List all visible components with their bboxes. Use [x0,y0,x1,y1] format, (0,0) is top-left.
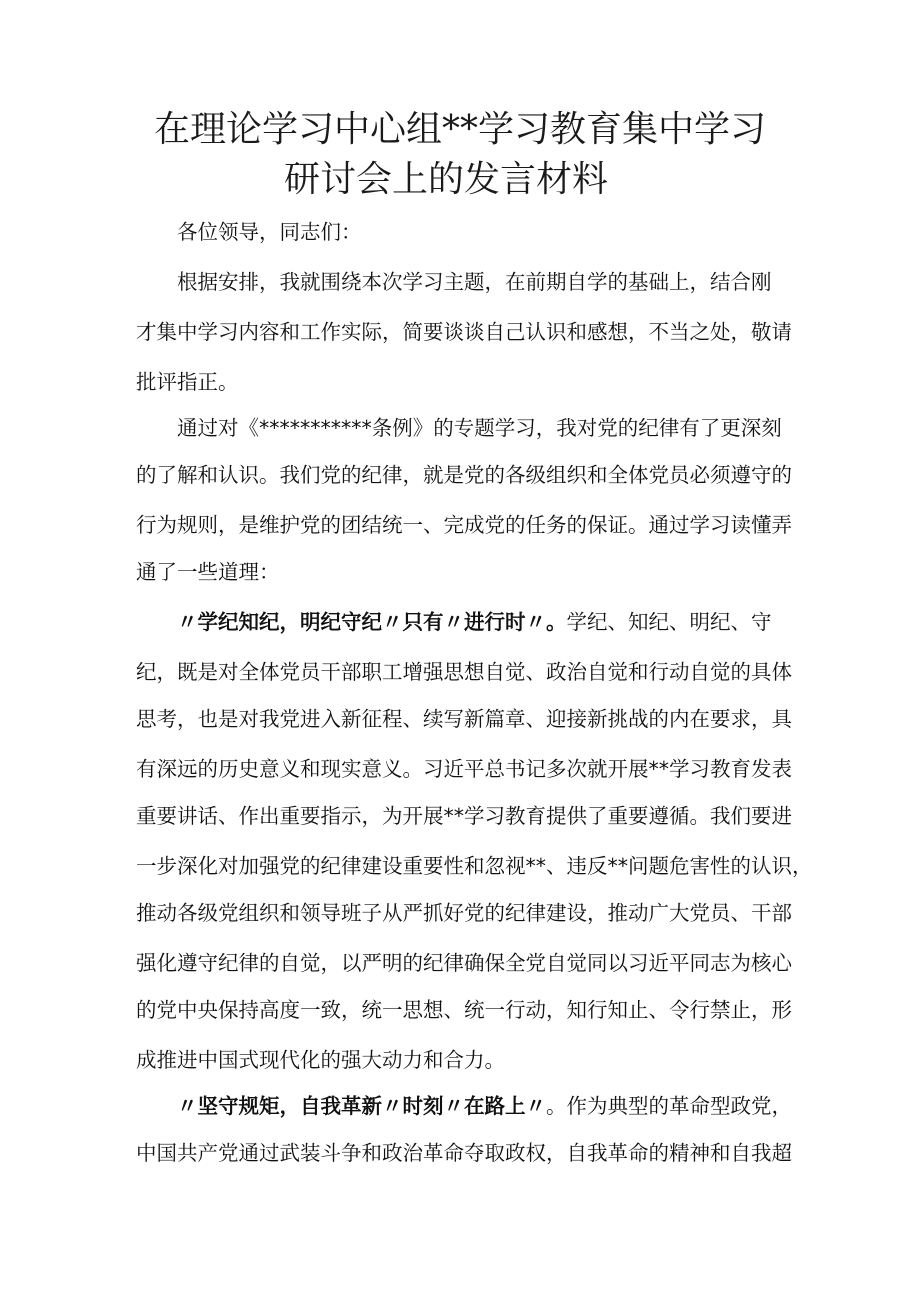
paragraph-line: 一步深化对加强党的纪律建设重要性和忽视**、违反**问题危害性的认识， [136,854,813,878]
paragraph-line: 纪，既是对全体党员干部职工增强思想自觉、政治自觉和行动自觉的具体 [136,660,792,684]
paragraph-line: 的了解和认识。我们党的纪律，就是党的各级组织和全体党员必须遵守的 [136,463,792,487]
document-title-line-1: 在理论学习中心组**学习教育集中学习 [153,109,766,150]
paragraph-line: 中国共产党通过武装斗争和政治革命夺取政权，自我革命的精神和自我超 [136,1141,792,1165]
paragraph-line: 通了一些道理： [136,560,280,584]
paragraph-line: 才集中学习内容和工作实际，简要谈谈自己认识和感想，不当之处，敬请 [136,320,792,344]
paragraph-line: 根据安排，我就围绕本次学习主题，在前期自学的基础上，结合刚 [177,270,772,294]
paragraph-text: 。作为典型的革命型政党， [546,1094,792,1118]
paragraph-line: 思考，也是对我党进入新征程、续写新篇章、迎接新挑战的内在要求，具 [136,707,792,731]
paragraph-line: 强化遵守纪律的自觉，以严明的纪律确保全党自觉同以习近平同志为核心 [136,951,792,975]
paragraph-text: 学纪、知纪、明纪、守 [566,610,772,634]
paragraph-line: 批评指正。 [136,370,239,394]
paragraph-line: 重要讲话、作出重要指示，为开展**学习教育提供了重要遵循。我们要进 [136,804,792,828]
paragraph-line: 的党中央保持高度一致，统一思想、统一行动，知行知止、令行禁止，形 [136,998,792,1022]
paragraph-line [177,1091,792,1121]
section-heading: 〃坚守规矩，自我革新〃时刻〃在路上〃 [177,1094,546,1118]
greeting: 各位领导，同志们： [177,220,362,244]
paragraph-line: 通过对《***********条例》的专题学习，我对党的纪律有了更深刻 [177,416,782,440]
section-heading: 〃学纪知纪，明纪守纪〃只有〃进行时〃。 [177,610,567,634]
document-title-line-2: 研讨会上的发言材料 [283,159,608,200]
paragraph-line [177,607,772,637]
paragraph-line: 推动各级党组织和领导班子从严抓好党的纪律建设，推动广大党员、干部 [136,901,792,925]
paragraph-line: 成推进中国式现代化的强大动力和合力。 [136,1048,505,1072]
paragraph-line: 有深远的历史意义和现实意义。习近平总书记多次就开展**学习教育发表 [136,757,792,781]
paragraph-line: 行为规则，是维护党的团结统一、完成党的任务的保证。通过学习读懂弄 [136,513,792,537]
